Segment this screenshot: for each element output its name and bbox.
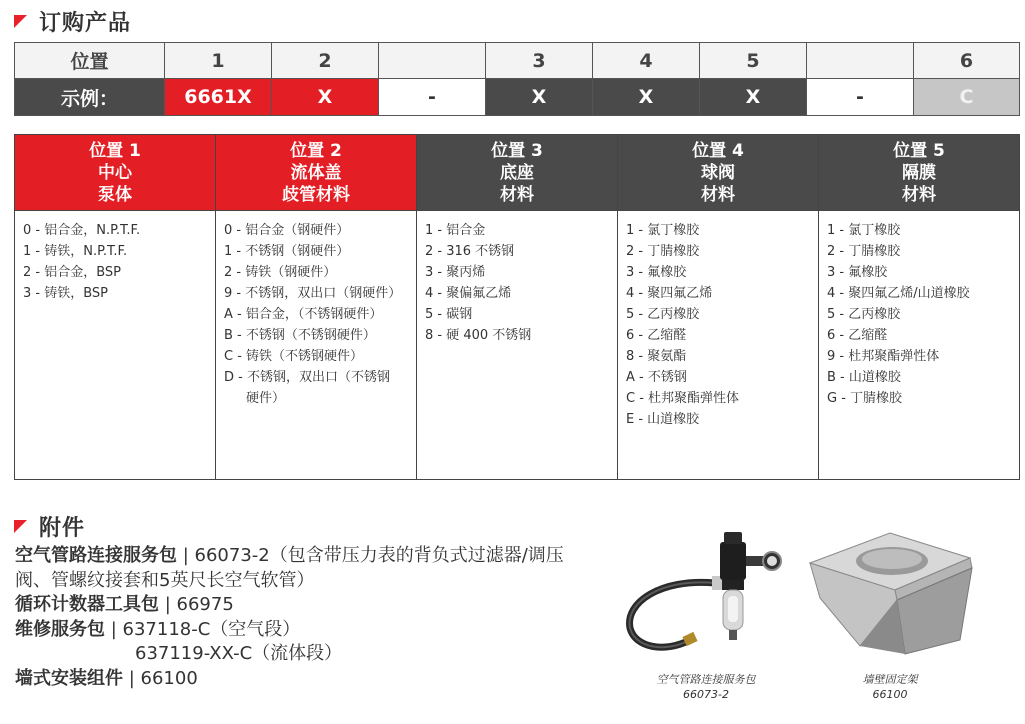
list-item: 8 - 聚氨酯 <box>626 349 687 364</box>
column-header-line: 位置 5 <box>893 140 945 161</box>
options-column-position-3 <box>417 135 618 479</box>
options-column-position-1 <box>15 135 216 479</box>
column-header-line: 流体盖 <box>290 162 342 183</box>
column-header-line: 材料 <box>701 184 735 205</box>
counter-kit-name: 循环计数器工具包 <box>15 594 159 615</box>
options-list <box>417 211 617 346</box>
column-header <box>417 135 617 211</box>
list-item: D - 不锈钢，双出口（不锈钢 <box>224 370 390 385</box>
list-item: 4 - 聚偏氟乙烯 <box>425 286 512 301</box>
air-kit-detail: 阀、管螺纹接套和5英尺长空气软管） <box>15 569 315 591</box>
position-1-cell: 1 <box>165 43 272 78</box>
red-triangle-icon <box>14 520 27 533</box>
list-item: 5 - 乙丙橡胶 <box>827 307 901 322</box>
column-header-line: 位置 2 <box>290 140 342 161</box>
air-kit-detail: | 66073-2（包含带压力表的背负式过滤器/调压 <box>177 545 564 566</box>
list-item: 6 - 乙缩醛 <box>827 328 888 343</box>
red-triangle-icon <box>14 15 27 28</box>
list-item: 4 - 聚四氟乙烯 <box>626 286 713 301</box>
accessories-list <box>15 544 615 691</box>
air-kit-name: 空气管路连接服务包 <box>15 545 177 566</box>
example-1-cell: 6661X <box>165 79 272 115</box>
wall-bracket-caption-title: 墙壁固定架 <box>862 673 918 686</box>
list-item: 5 - 乙丙橡胶 <box>626 307 700 322</box>
example-3-cell: X <box>486 79 593 115</box>
example-6-cell: C <box>914 79 1019 115</box>
list-item: B - 山道橡胶 <box>827 370 901 385</box>
list-item: 1 - 不锈钢（钢硬件） <box>224 244 350 259</box>
air-kit-caption <box>636 672 776 702</box>
air-kit-entry-continued <box>15 569 615 594</box>
list-item: B - 不锈钢（不锈钢硬件） <box>224 328 376 343</box>
options-list <box>15 211 215 304</box>
position-spacer-cell <box>807 43 914 78</box>
list-item: C - 铸铁（不锈钢硬件） <box>224 349 364 364</box>
list-item: 8 - 硬 400 不锈钢 <box>425 328 532 343</box>
position-header-row <box>15 43 1019 79</box>
list-item-continuation: 硬件） <box>246 391 286 406</box>
accessories-section-heading <box>14 511 85 542</box>
list-item: 2 - 丁腈橡胶 <box>827 244 901 259</box>
service-kit-entry <box>15 618 615 643</box>
wall-bracket-image <box>800 528 980 658</box>
options-column-position-2 <box>216 135 417 479</box>
column-header <box>819 135 1019 211</box>
list-item: 3 - 铸铁，BSP <box>23 286 109 301</box>
list-item: 6 - 乙缩醛 <box>626 328 687 343</box>
column-header-line: 位置 1 <box>89 140 141 161</box>
example-5-cell: X <box>700 79 807 115</box>
example-dash-cell: - <box>379 79 486 115</box>
column-header-line: 位置 4 <box>692 140 744 161</box>
position-spacer-cell <box>379 43 486 78</box>
options-list <box>216 211 416 409</box>
list-item: 3 - 聚丙烯 <box>425 265 486 280</box>
air-kit-caption-title: 空气管路连接服务包 <box>656 673 756 686</box>
list-item: 0 - 铝合金（钢硬件） <box>224 223 350 238</box>
options-column-position-4 <box>618 135 819 479</box>
example-4-cell: X <box>593 79 700 115</box>
wall-mount-detail: | 66100 <box>123 667 198 689</box>
air-line-kit-image <box>620 528 790 668</box>
column-header-line: 泵体 <box>98 184 132 205</box>
service-kit-name: 维修服务包 <box>15 618 105 640</box>
wall-bracket-caption-number: 66100 <box>872 688 908 701</box>
list-item: 2 - 铝合金，BSP <box>23 265 122 280</box>
column-header-line: 位置 3 <box>491 140 543 161</box>
options-column-position-5 <box>819 135 1019 479</box>
example-dash-cell: - <box>807 79 914 115</box>
column-header-line: 中心 <box>98 162 132 183</box>
column-header-line: 隔膜 <box>902 162 936 183</box>
list-item: G - 丁腈橡胶 <box>827 391 903 406</box>
options-list <box>618 211 818 430</box>
wall-mount-name: 墙式安装组件 <box>15 667 123 689</box>
position-label-cell: 位置 <box>15 43 165 78</box>
air-kit-entry <box>15 544 615 569</box>
column-header-line: 材料 <box>500 184 534 205</box>
order-section-heading <box>14 6 131 37</box>
list-item: 9 - 不锈钢，双出口（钢硬件） <box>224 286 402 301</box>
list-item: 2 - 丁腈橡胶 <box>626 244 700 259</box>
list-item: 1 - 氯丁橡胶 <box>827 223 901 238</box>
service-kit-entry-continued <box>15 642 615 667</box>
wall-mount-entry <box>15 667 615 692</box>
position-6-cell: 6 <box>914 43 1019 78</box>
counter-kit-entry <box>15 593 615 618</box>
column-header-line: 歧管材料 <box>282 184 350 205</box>
list-item: 5 - 碳钢 <box>425 307 473 322</box>
column-header <box>618 135 818 211</box>
column-header-line: 材料 <box>902 184 936 205</box>
position-4-cell: 4 <box>593 43 700 78</box>
service-kit-detail: | 637118-C（空气段） <box>105 618 301 640</box>
list-item: 2 - 铸铁（钢硬件） <box>224 265 337 280</box>
service-kit-detail: 637119-XX-C（流体段） <box>135 643 343 664</box>
accessories-section-title: 附件 <box>39 516 86 541</box>
list-item: A - 不锈钢 <box>626 370 687 385</box>
list-item: C - 杜邦聚酯弹性体 <box>626 391 740 406</box>
column-header-line: 底座 <box>500 162 534 183</box>
list-item: A - 铝合金，（不锈钢硬件） <box>224 307 383 322</box>
position-2-cell: 2 <box>272 43 379 78</box>
list-item: 1 - 铸铁，N.P.T.F. <box>23 244 128 259</box>
options-table <box>14 134 1020 480</box>
position-5-cell: 5 <box>700 43 807 78</box>
order-section-title: 订购产品 <box>39 11 132 36</box>
example-label-cell: 示例： <box>15 79 165 115</box>
example-row <box>15 79 1019 115</box>
list-item: 9 - 杜邦聚酯弹性体 <box>827 349 940 364</box>
position-table <box>14 42 1020 116</box>
list-item: 3 - 氟橡胶 <box>827 265 888 280</box>
example-2-cell: X <box>272 79 379 115</box>
wall-bracket-caption <box>835 672 945 702</box>
column-header <box>216 135 416 211</box>
air-kit-caption-number: 66073-2 <box>683 688 729 701</box>
list-item: 2 - 316 不锈钢 <box>425 244 515 259</box>
list-item: 1 - 氯丁橡胶 <box>626 223 700 238</box>
list-item: 0 - 铝合金，N.P.T.F. <box>23 223 141 238</box>
options-list <box>819 211 1019 409</box>
column-header-line: 球阀 <box>701 162 735 183</box>
counter-kit-detail: | 66975 <box>159 594 234 615</box>
position-3-cell: 3 <box>486 43 593 78</box>
list-item: 1 - 铝合金 <box>425 223 486 238</box>
list-item: 3 - 氟橡胶 <box>626 265 687 280</box>
column-header <box>15 135 215 211</box>
list-item: E - 山道橡胶 <box>626 412 700 427</box>
list-item: 4 - 聚四氟乙烯/山道橡胶 <box>827 286 970 301</box>
